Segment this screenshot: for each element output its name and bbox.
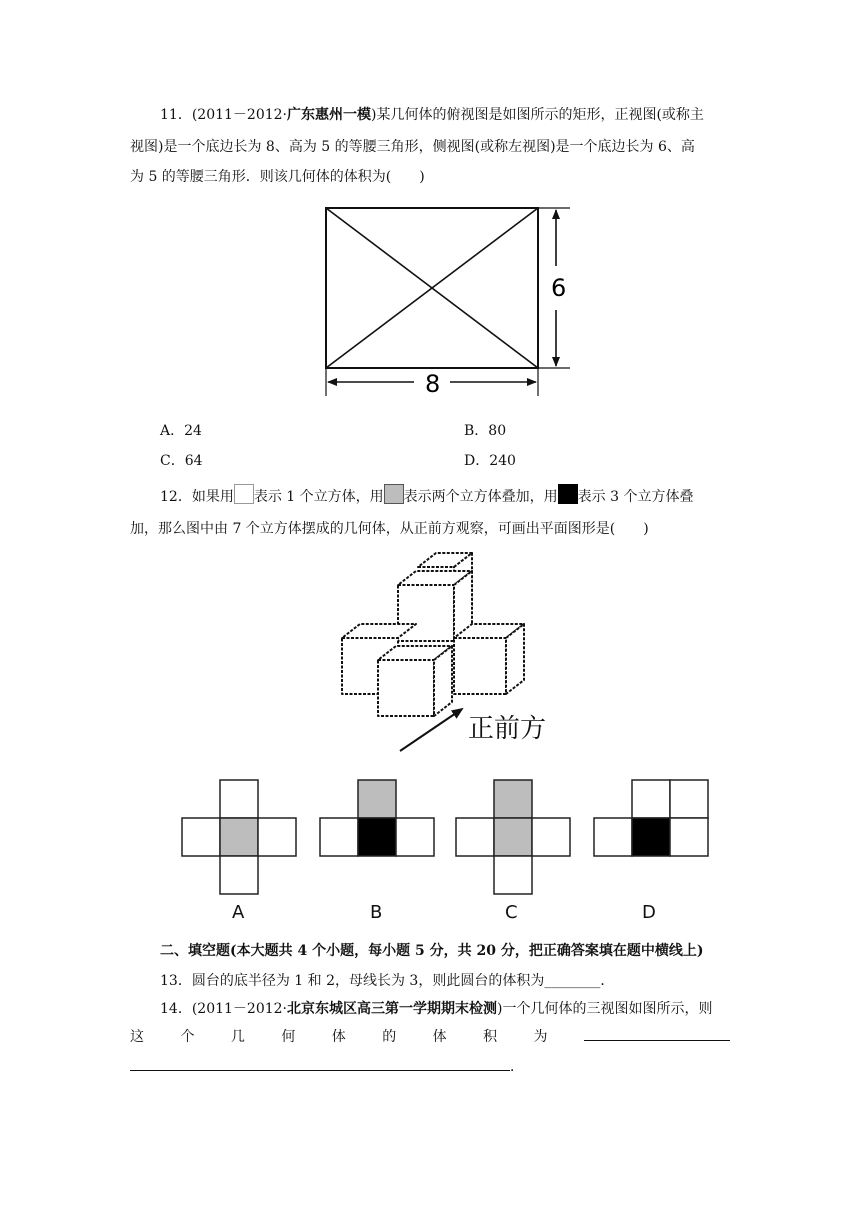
- q14-line3: ．: [130, 1056, 524, 1076]
- q11-line1: [160, 104, 704, 124]
- q12-cube-figure: [330, 545, 570, 760]
- q11-source-prefix: (2011－2012·: [191, 107, 287, 123]
- q14-line2: 这 个 几 何 体 的 体 积 为: [130, 1026, 730, 1046]
- q13-text: 13．圆台的底半径为 1 和 2，母线长为 3，则此圆台的体积为________．: [160, 973, 615, 989]
- answer-blank: [584, 1028, 730, 1041]
- choice-a-figure: [182, 780, 296, 894]
- section2-title: 二、填空题(本大题共 4 个小题，每小题 5 分，共 20 分，把正确答案填在题中横线上): [160, 943, 704, 959]
- q11-rectangle-figure: [318, 200, 578, 400]
- q11-option-a: A．24: [160, 423, 202, 439]
- q11-option-c: C．64: [160, 453, 203, 469]
- q14-line1: [160, 998, 712, 1018]
- q11-source: 广东惠州一模: [287, 107, 371, 123]
- white-square-icon: [234, 484, 254, 504]
- q14-source: 北京东城区高三第一学期期末检测: [287, 1001, 497, 1017]
- q11-text: 某几何体的俯视图是如图所示的矩形，正视图(或称主: [376, 107, 704, 123]
- gray-square-icon: [384, 484, 404, 504]
- black-square-icon: [558, 484, 578, 504]
- choice-b-figure: [320, 780, 434, 856]
- height-label: 6: [551, 274, 567, 302]
- q11-source-suffix: ): [371, 107, 377, 123]
- q11-option-b: B．80: [464, 423, 507, 439]
- q14-text: 一个几何体的三视图如图所示，则: [502, 1001, 713, 1017]
- q12-text-a: 如果用: [191, 489, 234, 505]
- q12-text-c: 表示两个立方体叠加，用: [403, 489, 558, 505]
- width-label: 8: [425, 370, 441, 398]
- q11-line2: 视图)是一个底边长为 8、高为 5 的等腰三角形，侧视图(或称左视图)是一个底边长为 6、高: [130, 139, 695, 155]
- q11-number: 11．: [160, 107, 192, 123]
- q12-choices-figure: [180, 776, 720, 926]
- q12-text-b: 表示 1 个立方体，用: [253, 489, 384, 505]
- q12-text-d: 表示 3 个立方体叠: [577, 489, 694, 505]
- front-direction-label: 正前方: [468, 714, 547, 744]
- choice-c-figure: [456, 780, 570, 894]
- q12-number: 12．: [160, 489, 192, 505]
- choice-d-label: D: [642, 902, 656, 923]
- choice-d-figure: [594, 780, 708, 856]
- answer-blank-continued: [130, 1058, 510, 1071]
- q14-source-suffix: ): [497, 1001, 503, 1017]
- choice-a-label: A: [232, 902, 245, 923]
- q14-source-prefix: (2011－2012·: [191, 1001, 287, 1017]
- choice-b-label: B: [370, 902, 383, 923]
- q12-line2: 加，那么图中由 7 个立方体摆成的几何体，从正前方观察，可画出平面图形是( ): [130, 521, 649, 537]
- q12-line1: [160, 484, 693, 506]
- choice-c-label: C: [505, 902, 518, 923]
- q11-option-d: D．240: [464, 453, 516, 469]
- q14-number: 14．: [160, 1001, 192, 1017]
- q11-line3: 为 5 的等腰三角形．则该几何体的体积为( ): [130, 169, 425, 185]
